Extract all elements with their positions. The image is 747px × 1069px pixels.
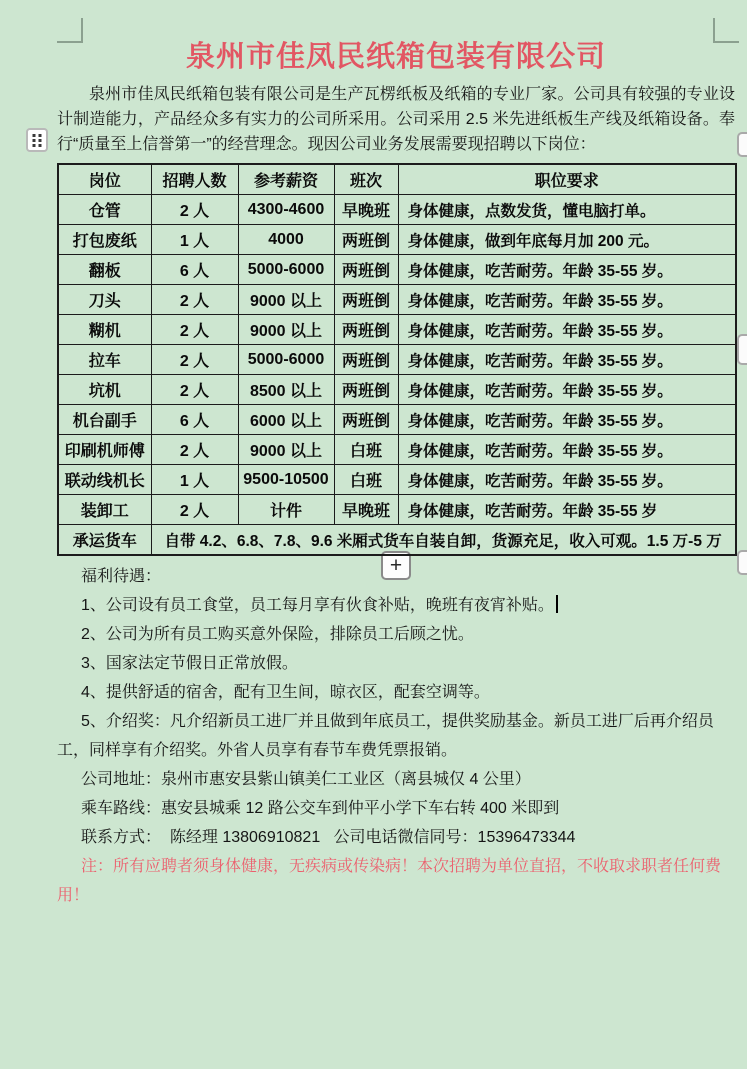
- table-cell: 身体健康，吃苦耐劳。年龄 35-55 岁。: [398, 405, 736, 435]
- table-cell: 身体健康，吃苦耐劳。年龄 35-55 岁。: [398, 315, 736, 345]
- table-cell: 两班倒: [334, 285, 398, 315]
- table-cell: 2 人: [151, 375, 238, 405]
- table-cell: 两班倒: [334, 345, 398, 375]
- table-cell: 8500 以上: [238, 375, 334, 405]
- table-row: [58, 345, 736, 375]
- job-rows: [58, 195, 736, 525]
- table-cell: 早晚班: [334, 495, 398, 525]
- table-cell: 白班: [334, 435, 398, 465]
- header-headcount: 招聘人数: [151, 164, 238, 195]
- table-cell: 两班倒: [334, 375, 398, 405]
- job-table: [57, 163, 737, 556]
- text-cursor: [556, 595, 558, 613]
- benefit-item-2: 2、公司为所有员工购买意外保险，排除员工后顾之忧。: [81, 626, 474, 643]
- table-cell: 联动线机长: [58, 465, 151, 495]
- company-address: 公司地址：泉州市惠安县紫山镇美仁工业区（离县城仅 4 公里）: [81, 771, 531, 788]
- benefit-item-1: 1、公司设有员工食堂，员工每月享有伙食补贴，晚班有夜宵补贴。: [57, 591, 735, 620]
- table-row: [58, 375, 736, 405]
- table-row: [58, 495, 736, 525]
- table-cell: 6 人: [151, 255, 238, 285]
- table-cell: 机台副手: [58, 405, 151, 435]
- table-row: [58, 435, 736, 465]
- header-position: 岗位: [58, 164, 151, 195]
- table-cell: 4300-4600: [238, 195, 334, 225]
- benefit-item-5: 5、介绍奖：凡介绍新员工进厂并且做到年底员工，提供奖励基金。新员工进厂后再介绍员工，同样享有介绍奖。外省人员享有春节车费凭票报销。: [57, 713, 714, 759]
- table-cell: 9000 以上: [238, 285, 334, 315]
- table-cell: 身体健康，吃苦耐劳。年龄 35-55 岁: [398, 495, 736, 525]
- table-cell: 两班倒: [334, 225, 398, 255]
- header-salary: 参考薪资: [238, 164, 334, 195]
- table-cell: 身体健康，点数发货，懂电脑打单。: [398, 195, 736, 225]
- table-cell: 打包废纸: [58, 225, 151, 255]
- table-cell: 翻板: [58, 255, 151, 285]
- table-row: [58, 315, 736, 345]
- table-cell: 2 人: [151, 285, 238, 315]
- table-cell: 身体健康，吃苦耐劳。年龄 35-55 岁。: [398, 375, 736, 405]
- benefit-item-4: 4、提供舒适的宿舍，配有卫生间，晾衣区，配套空调等。: [81, 684, 490, 701]
- table-cell: 装卸工: [58, 495, 151, 525]
- table-cell: 白班: [334, 465, 398, 495]
- table-cell: 两班倒: [334, 255, 398, 285]
- table-cell: 1 人: [151, 225, 238, 255]
- table-row: [58, 405, 736, 435]
- table-row: [58, 255, 736, 285]
- benefits-heading: 福利待遇：: [81, 568, 162, 585]
- table-header-row: [58, 164, 736, 195]
- document-title: 泉州市佳凤民纸箱包装有限公司: [185, 41, 606, 73]
- recruitment-note: 注：所有应聘者须身体健康，无疾病或传染病！本次招聘为单位直招，不收取求职者任何费用！: [57, 858, 722, 904]
- table-cell: 1 人: [151, 465, 238, 495]
- table-cell: 两班倒: [334, 315, 398, 345]
- table-cell: 4000: [238, 225, 334, 255]
- table-cell: 身体健康，吃苦耐劳。年龄 35-55 岁。: [398, 285, 736, 315]
- footer-details-cell: 自带 4.2、6.8、7.8、9.6 米厢式货车自装自卸，货源充足，收入可观。1.5 万-5 万: [151, 525, 736, 556]
- header-requirements: 职位要求: [398, 164, 736, 195]
- table-cell: 2 人: [151, 195, 238, 225]
- table-cell: 糊机: [58, 315, 151, 345]
- table-cell: 9000 以上: [238, 315, 334, 345]
- table-cell: 2 人: [151, 345, 238, 375]
- edge-widget-button-2[interactable]: [737, 334, 747, 365]
- table-cell: 2 人: [151, 315, 238, 345]
- plus-icon: +: [389, 554, 403, 577]
- table-cell: 身体健康，吃苦耐劳。年龄 35-55 岁。: [398, 255, 736, 285]
- table-cell: 身体健康，做到年底每月加 200 元。: [398, 225, 736, 255]
- table-row: [58, 285, 736, 315]
- table-cell: 身体健康，吃苦耐劳。年龄 35-55 岁。: [398, 435, 736, 465]
- table-cell: 2 人: [151, 495, 238, 525]
- table-cell: 拉车: [58, 345, 151, 375]
- table-cell: 9500-10500: [238, 465, 334, 495]
- table-footer-row: [58, 525, 736, 556]
- table-cell: 印刷机师傅: [58, 435, 151, 465]
- table-cell: 两班倒: [334, 405, 398, 435]
- bus-route: 乘车路线：惠安县城乘 12 路公交车到仲平小学下车右转 400 米即到: [81, 800, 560, 817]
- edge-widget-button-3[interactable]: [737, 550, 747, 575]
- table-cell: 身体健康，吃苦耐劳。年龄 35-55 岁。: [398, 345, 736, 375]
- table-row: [58, 225, 736, 255]
- intro-paragraph: 泉州市佳凤民纸箱包装有限公司是生产瓦楞纸板及纸箱的专业厂家。公司具有较强的专业设计制造能力，产品经众多有实力的公司所采用。公司采用 2.5 米先进纸板生产线及纸箱设备。奉行“质量至上信誉第一”的经营理念。现因公司业务发展需要现招聘以下岗位：: [57, 86, 735, 153]
- table-move-handle-icon: [30, 132, 44, 148]
- table-cell: 5000-6000: [238, 255, 334, 285]
- table-cell: 计件: [238, 495, 334, 525]
- table-row: [58, 195, 736, 225]
- contact-info: 联系方式： 陈经理 13806910821 公司电话微信同号：15396473344: [81, 829, 576, 846]
- table-cell: 5000-6000: [238, 345, 334, 375]
- table-cell: 9000 以上: [238, 435, 334, 465]
- table-move-handle[interactable]: [26, 128, 48, 152]
- header-shift: 班次: [334, 164, 398, 195]
- table-cell: 6000 以上: [238, 405, 334, 435]
- table-row: [58, 465, 736, 495]
- body-text: [57, 562, 735, 910]
- table-cell: 身体健康，吃苦耐劳。年龄 35-55 岁。: [398, 465, 736, 495]
- table-cell: 坑机: [58, 375, 151, 405]
- table-cell: 仓管: [58, 195, 151, 225]
- footer-position-cell: 承运货车: [58, 525, 151, 556]
- benefit-item-3: 3、国家法定节假日正常放假。: [81, 655, 298, 672]
- table-cell: 早晚班: [334, 195, 398, 225]
- edge-widget-button-1[interactable]: [737, 132, 747, 157]
- table-cell: 刀头: [58, 285, 151, 315]
- table-cell: 2 人: [151, 435, 238, 465]
- table-cell: 6 人: [151, 405, 238, 435]
